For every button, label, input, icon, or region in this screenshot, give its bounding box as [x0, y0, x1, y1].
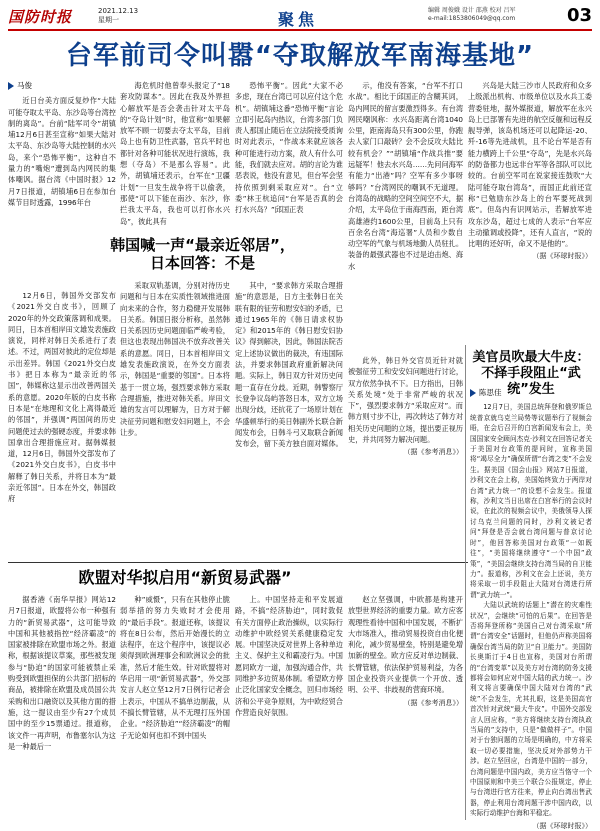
article-text: 近日台美方面反复炒作“大陆可能夺取太平岛、东沙岛等台湾控制的离岛”。台前“陆军司令”胡镇埔12月6日甚至宣称“如果大陆对太平岛、东沙岛等大陆控制的水兴岛，来个“恐怖平衡”，这种自不量力的“嘴炮”遭到岛内网民的集体嘲讽。据台湾《中国时报》12月7日报道，胡镇埔6日在参加台媒节目时透露，1996年台 [8, 96, 116, 207]
korea-article-col3 [235, 280, 343, 558]
eu-article-col3 [235, 594, 343, 820]
headline-line2: 日本回答：不是 [149, 254, 255, 272]
byline-text: 陈思佳 [479, 388, 502, 397]
main-article-col4 [348, 80, 463, 350]
eu-article-col4 [348, 594, 463, 820]
source-credit: （据《环球时报》） [532, 252, 592, 261]
weekday-text: 星期一 [98, 16, 119, 24]
section-title: 聚焦 [278, 10, 319, 29]
section-divider [8, 562, 468, 563]
page-number: 03 [566, 5, 592, 26]
article-text: 其中，“要求韩方采取合理措施”的意思是，日方主张韩日在关联有限的征劳和慰安妇的矛盾，已通过1965年的《韩日请求权协定》和2015年的《韩日慰安妇协议》得到解决，因此，韩国法院否定上述协议做出的裁决，有违国际法，并要求韩国政府重新解决问题。实际上，韩日双方针对历史问题一直存在分歧。近期，韩警察厅长登争议岛屿答怒日本，双方立场出现分歧，还抗花了一场原计划在华盛顿举行的美日韩副外长联合新闻发布会，日韩斗弓又取联合新闻发布会，留下美方独自面对媒体。 [235, 281, 343, 449]
eu-headline: 欧盟对华拟启用“新贸易武器” [78, 568, 292, 587]
article-text: 兴岛是大陆三沙市人民政府和众多上级派出机构、市级单位以及水兵工委营委驻地，据外媒报道，解放军在永兴岛上已部署有先进的航空反舰和远程反舰导弹，该岛机场还可以起降运-20、歼-16等先进战机，且不论台军是否有能力横跨上千公里“夺岛”，先是水兴岛的防备都力也远非台军等各部队可以比较的。台前空军司在说家接连鼓吹“大陆可能夺取台湾岛”，而国正此前还宣称“已勉励东沙岛上的台军要死战到底”。但岛内有识网站示，若解放军进攻东沙岛，超过七成的人表示“台军应主动撤调或投降”，还有人直言，“说的比唱的还好听，命又不是他的”。 [468, 81, 592, 249]
article-text: 采取双轨基调，分别对待历史问题和与日本在实质性领域推进面向未来的合作，努力稳健开发展韩日关系。韩国日报分析称，虽然韩日关系因历史问题面临严峻考验，但这也表现出韩国决不放弃改善关系的意愿。同日，日本首相岸田文雄发表施政演说，在外交方面表示，韩国是“重要的邻国”。日本将基于一贯立场，强烈要求韩方采取合理措施，推进对韩关系。岸田文雄的发言可以理解为，日方对于解决征劳问题和慰安妇问题上，不会让步。 [120, 281, 230, 437]
editors-text: 编辑 周俊娥 设计 邵燕 校对 吕军 [428, 7, 516, 14]
date-text: 2021.12.13 [98, 7, 139, 15]
article-text: 上。中国坚持走和平发展道路，不搞“经济胁迫”，同时敦促有关方面停止政治操纵，以实际行动维护中欧经贸关系健康稳定发展。中国坚决反对世界上各种单边主义、保护主义和霸凌行为。中国愿同欧方一道，加强沟通合作，共同维护多边贸易体制。希望欧方停止泛化国家安全概念，回归市场经济和公平竞争原则，为中欧经贸合作营造良好氛围。 [235, 595, 343, 717]
us-article-col [470, 388, 592, 830]
us-byline [470, 388, 592, 398]
masthead [8, 6, 592, 28]
column-divider [465, 345, 466, 820]
newspaper-logo: 国防时报 [8, 8, 73, 26]
korea-headline [60, 236, 345, 272]
main-article-col3 [235, 80, 343, 230]
editor-credits [428, 7, 516, 23]
eu-article-col2 [120, 594, 230, 820]
headline-line2: 不择手段阻止“武统”发生 [481, 366, 581, 397]
headline-line1: 美官员吹最大牛皮： [472, 350, 590, 365]
article-text: 海危机时他曾奉头报定了“18套攻防谋本”。因此在我及外界担心解放军是否会袭击针对太平岛的“夺岛计划”时，他宣称“如果解放军不顾一切要去夺太平岛，目前岛上也有防卫性武器，官兵平时也都针对各种可能状况进行演练，我想（夺岛）不是那么容易”。此外，胡镇埔还表示，台军在“卫疆计划”一旦发生战争将干以偷袭，那使“可以下能在南沙、东沙，你拦我太平岛，我也可以打你水兴岛”，彼此具有 [120, 81, 230, 226]
article-text: 种”威慑”，只有在其他停止脆弱举措的努力失败时才会使用的“最后手段”。报道还称，该提议将在8日公布，然后开始漫长的立法程序，在这个程序中，该提议必须得到欧洲理事会和欧洲议会的批准，然后才能生效。针对欧盟将对华启用一项“新贸易武器”，外交部发言人赵立坚12月7日例行记者会上表示，中国从不搞单边制裁，从不搞长臂管辖，从不无理打压外国企业。“经济胁迫”“经济霸凌”的帽子无论如何也扣不到中国头 [120, 595, 230, 740]
main-headline: 台军前司令叫嚣“夺取解放军南海基地” [65, 41, 535, 71]
article-text: 12月6日，韩国外交部发布《2021外交白皮书》，回顾了2020年的外交政策落调和成果。同日，日本首相岸田文雄发表施政演说，同样对韩日关系进行了表述。不过，两国对彼此的定位却是示出差异。韩国《2021外交白皮书》把日本称为“最亲近的邻国”，韩媒称这显示出改善两国关系的意愿。2020年版的白皮书称日本是“在地理和文化上离得最近的邻国”，并强调“两国间的历史问题使过去的强硬态度，并要求韩国拿出合理措施应对。据韩媒报道，12月6日，韩国外交部发布了《2021外交白皮书》，白皮书中解释了韩日关系，并将日本为“最亲近邻国”。日本在外交，韩国政府 [8, 291, 116, 504]
main-article-col5 [468, 80, 592, 338]
triangle-icon [8, 82, 14, 90]
source-credit: （据《参考消息》） [403, 448, 463, 457]
article-text: 据香港《南华早报》网站12月7日报道，欧盟将公布一种强有力的“新贸易武器”，这可能导致中国和其他被指控“经济霸凌”的国家被排除在欧盟市场之外。报道称，根据该提议草案，那些被发现参与“胁迫”的国家可能被禁止采购受到欧盟担保的公共部门招标的商品，被排除在欧盟及成员国公共采购和出口融资以及其他方面的措施，这一提议由至少有27个成员国中的至少15票通过。报道称，该文件一再声明，布鲁塞尔认为这是一种最后一 [8, 595, 116, 751]
korea-article-col4 [348, 355, 463, 545]
triangle-icon [470, 389, 476, 397]
main-article-col2 [120, 80, 230, 230]
byline-text: 马俊 [17, 81, 32, 90]
article-text: 大陆以武统的话题上”潜在的灾难性状况”，会继续“可怕的后果”。在回答是否将拜登所称“美国自己对台湾采取”所谓“台湾安全”话题时，但他仍声称美国将确保台湾当局的防卫“自卫能力”。美国防长奥斯汀于4日也宣称，美国对台所谓的“台湾变革”以及美方对台湾的防务支援都将会如何应对中国大陆的武力统一。沙利文将言要确保中国大陆对台湾的“武统”不会发生，尤其扎眼，这是美国高官首次针对武统“最大牛皮”。中国外交部发言人回应称，“美方将继续支持台湾执政当局的”支持中，只是“做做样子”。中国对于台独问题的立场是明确的，中方将采取一切必要措施，坚决反对外部势力干涉。赵立坚回应，台湾是中国的一部分，台湾问题是中国内政，美方应当恪守一个中国原则和中美三个联合公报规定，停止与台湾进行官方往来，停止向台湾出售武器，停止利用台湾问题干涉中国内政，以实际行动维护台海和平稳定。 [470, 601, 592, 818]
header-rule [8, 29, 592, 31]
article-text: 此外，韩日外交官员近针对就被强征劳工和安安妇问题进行讨论，双方依然争执不下。日方指出，日韩关系处境“处于非常严峻的状况下”，强烈要求韩方“采取应对”。而韩方则寸步不让，再次转达了韩方对相关历史问题的立场，提出要正视历史，并共同努力解决问题。 [348, 356, 464, 445]
issue-date [98, 7, 138, 25]
korea-article-col1 [8, 290, 116, 558]
main-byline [8, 80, 116, 91]
article-text: 赵立坚强调，中欧都是构建开放型世界经济的重要力量。欧方应客观理性看待中国和中国发展，不断扩大市场准入，推动贸易投资自由化便利化，减少贸易壁垒，特别是避免增加新的壁垒。欧方应反对单边制裁、长臂管辖，依法保护贸易利益，为各国企业投资兴业提供一个开放、透明、公平、非歧视的营商环境。 [348, 595, 464, 695]
korea-article-col2 [120, 280, 230, 558]
email-text: e-mail:1853806049@qq.com [428, 15, 516, 22]
eu-article-col1 [8, 594, 116, 820]
headline-line1: 韩国喊一声“最亲近邻居”， [110, 236, 295, 254]
source-credit: （据《参考消息》） [403, 698, 463, 707]
article-text: 示，他没有答案，“台军不打口水战”。相比于邱国正的含糊其词，岛内网民的留言要激烈得多。有台湾网民嘲讽称：水兴岛距离台湾1040公里，距南海岛只有300公里，你跑去人家门口敲砖？会不会反攻大陆比较有机会？”“胡镇埔“作战兵推”要远疑军！他去水兴岛……先问问海军有能力“出港”吗？空军有多少事呀够吗？”台湾网民的嘲讽不无道理。台湾岛的战略的空间空间空不大，据介绍，太平岛位于南海西南，距台湾高雄港约1600公里，目前岛上只有百余名台湾“海巡署”人员和少数自动空军的气象与机场地勤人员驻扎。装备的最强武器也不过是迫击炮、海水 [348, 81, 464, 271]
article-text: 恐怖平衡”。因此“大家不必多虑，现在台湾已可以应付这个危机”。胡镇埔这番“恐怖平衡”言论立即引起岛内热议，台湾多部门负责人那国止随后在立法院接受质询时对此表示，“作战本来就应该各种可能进行动方案，敌人有什么可能，我们就去应对。胡的言论为谁恶表说，他没有意见，但台军会坚持依照到剩采取应对”。台“立委”林王杭追问“台军是否真的会打水兴岛？”邱国正表 [235, 81, 343, 215]
article-text: 12月7日，美国总统拜登和俄罗斯总统普京就乌克兰局势等议题举行了视频会晤，在会后召开的白宫新闻发布会上，美国国家安全顾问杰克·沙利文在回答记者关于美国对台政策的提问时，宣称美国将“竭尽全力”确保所谓“台湾之变”不会发生。据美国《国会山报》网站7日报道，沙利文在会上称，美国始终致力于两岸对台湾“武力统一”的设想不会发生。报道称，沙利文当日出席在白宫举行的会议时说，在此次的视频会议中，美俄领导人探讨乌克兰问题的同时，沙利文被记者问“拜登是否会就台湾问题与普京讨论时”，他回答称美国对台政策“一如既往”，“美国将继续遵守“一个中国”政策”，“美国会继续支持台湾当局的自卫能力”。报道称，沙利文在会上还说，美方将采取一切手段阻止大陆对台湾进行所谓“武力统一”。 [470, 403, 592, 599]
source-credit: （据《环球时报》） [532, 821, 592, 830]
